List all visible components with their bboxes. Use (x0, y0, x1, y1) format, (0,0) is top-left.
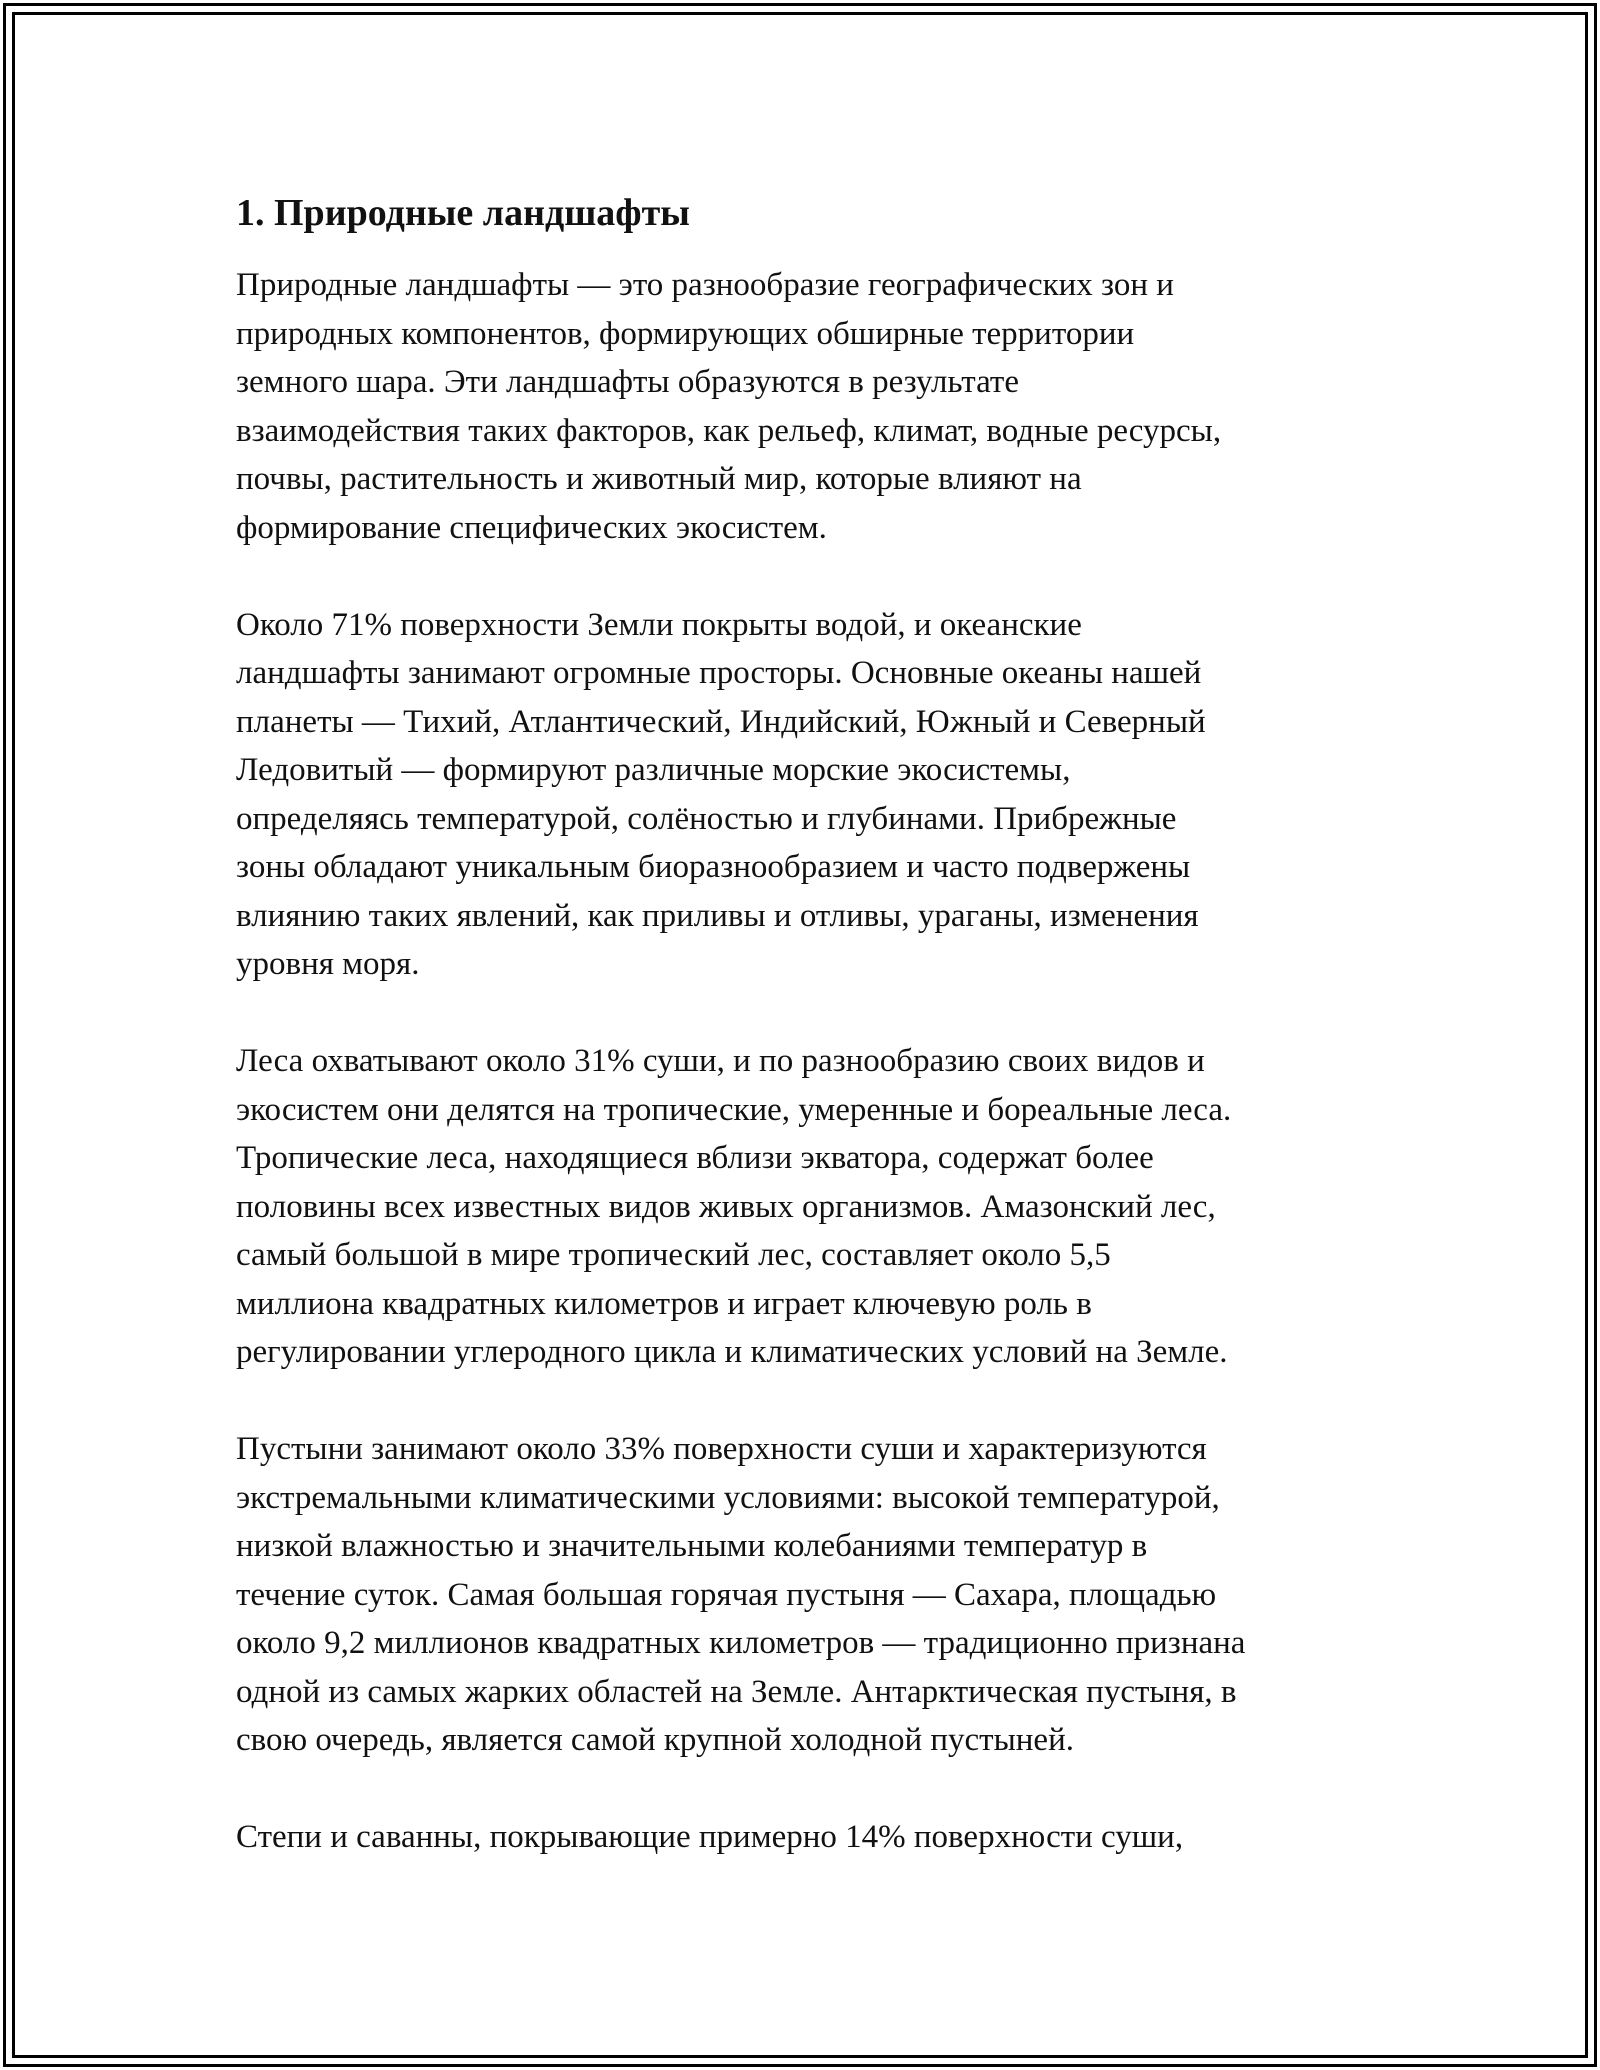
paragraph-line: Пустыни занимают около 33% поверхности суши и характеризуются (236, 1431, 1207, 1467)
paragraph-line: Степи и саванны, покрывающие примерно 14% поверхности суши, (236, 1819, 1184, 1855)
paragraph-line: регулировании углеродного цикла и климатических условий на Земле. (236, 1334, 1228, 1370)
paragraph-line: земного шара. Эти ландшафты образуются в результате (236, 364, 1019, 400)
paragraph-line: Природные ландшафты — это разнообразие географических зон и (236, 267, 1174, 303)
paragraph-line: влиянию таких явлений, как приливы и отливы, ураганы, изменения (236, 897, 1199, 934)
paragraph-line: ландшафты занимают огромные просторы. Основные океаны нашей (236, 655, 1202, 691)
paragraph-line: Ледовитый — формируют различные морские экосистемы, (236, 752, 1071, 788)
paragraph-line: низкой влажностью и значительными колебаниями температур в (236, 1528, 1148, 1564)
paragraph-line: природных компонентов, формирующих обширные территории (236, 315, 1135, 352)
paragraph-forests (236, 1037, 1376, 1377)
paragraph-oceans (236, 601, 1376, 989)
paragraph-line: Тропические леса, находящиеся вблизи экватора, содержат более (236, 1140, 1154, 1176)
paragraph-intro (236, 261, 1376, 552)
paragraph-deserts (236, 1425, 1376, 1765)
paragraph-line: взаимодействия таких факторов, как рельеф, климат, водные ресурсы, (236, 412, 1222, 449)
paragraph-line: течение суток. Самая большая горячая пустыня — Сахара, площадью (236, 1576, 1217, 1613)
paragraph-line: почвы, растительность и животный мир, которые влияют на (236, 461, 1082, 497)
paragraph-line: свою очередь, является самой крупной холодной пустыней. (236, 1722, 1074, 1758)
paragraph-line: Около 71% поверхности Земли покрыты водой, и океанские (236, 606, 1082, 643)
paragraph-line: экстремальными климатическими условиями: высокой температурой, (236, 1479, 1220, 1516)
section-title: 1. Природные ландшафты (236, 192, 690, 234)
paragraph-line: миллиона квадратных километров и играет ключевую роль в (236, 1285, 1092, 1322)
paragraph-line: экосистем они делятся на тропические, умеренные и бореальные леса. (236, 1091, 1232, 1128)
paragraph-line: формирование специфических экосистем. (236, 509, 827, 546)
paragraph-line: половины всех известных видов живых организмов. Амазонский лес, (236, 1188, 1216, 1225)
paragraph-line: планеты — Тихий, Атлантический, Индийский, Южный и Северный (236, 703, 1206, 740)
document-body (236, 185, 1376, 1910)
paragraph-steppes (236, 1813, 1376, 1862)
paragraph-line: самый большой в мире тропический лес, составляет около 5,5 (236, 1237, 1111, 1273)
paragraph-line: определяясь температурой, солёностью и глубинами. Прибрежные (236, 800, 1177, 837)
paragraph-line: уровня моря. (236, 946, 420, 982)
paragraph-line: около 9,2 миллионов квадратных километров — традиционно признана (236, 1625, 1246, 1661)
paragraph-line: Леса охватывают около 31% суши, и по разнообразию своих видов и (236, 1043, 1205, 1079)
paragraph-line: одной из самых жарких областей на Земле. Антарктическая пустыня, в (236, 1673, 1237, 1710)
paragraph-line: зоны обладают уникальным биоразнообразием и часто подвержены (236, 849, 1191, 885)
